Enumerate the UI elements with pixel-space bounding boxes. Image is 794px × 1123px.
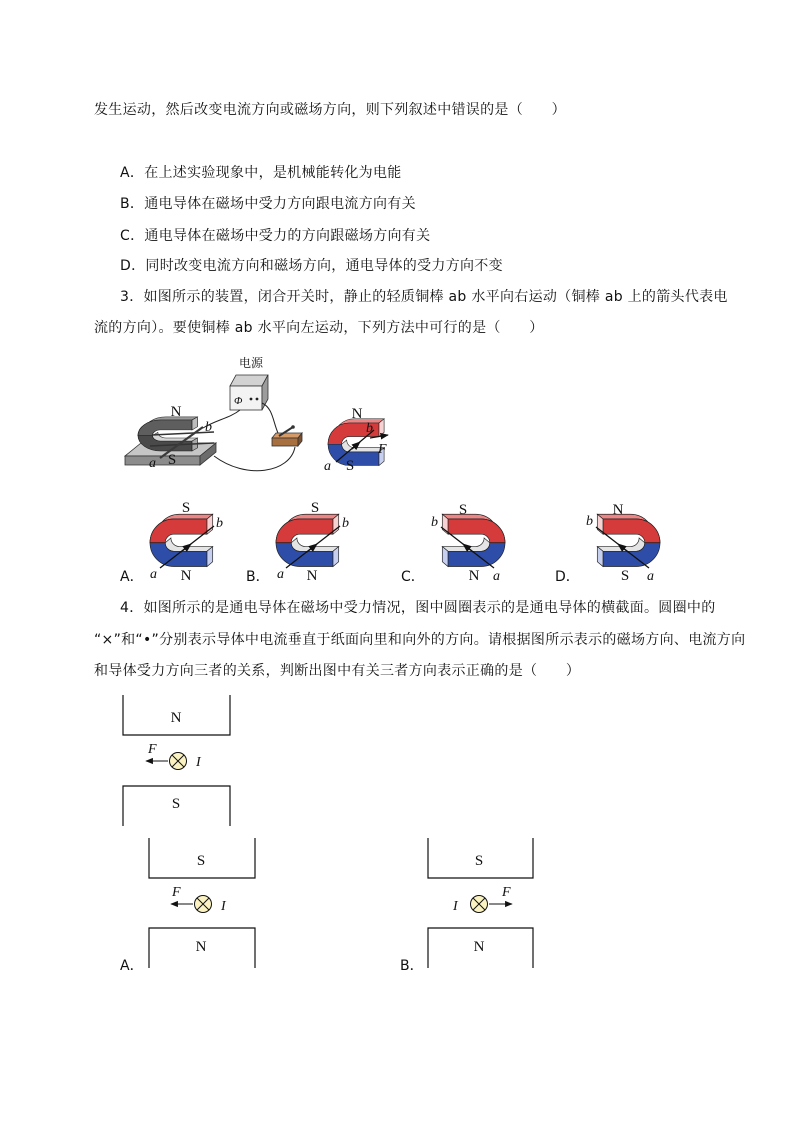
power-terminal-icon: [256, 398, 259, 401]
q4-option-b-current-label: I: [453, 899, 458, 914]
option-b-horseshoe-magnet: [276, 514, 339, 566]
option-a-end-b: b: [216, 516, 223, 531]
option-c-pole-bottom: N: [468, 568, 480, 584]
q2-option-d-label: D．: [120, 258, 146, 274]
reference-end-a: a: [324, 459, 331, 474]
q3-option-b-figure[interactable]: [276, 500, 349, 584]
q4-force-label: F: [148, 742, 157, 757]
current-into-page-icon: [170, 753, 187, 770]
q2-option-b-label: B．: [120, 196, 145, 212]
q4-option-b-force-label: F: [502, 885, 511, 900]
q3-stem-line-1: 3．如图所示的装置，闭合开关时，静止的轻质铜棒 ab 水平向右运动（铜棒 ab 上的箭头代表电: [120, 289, 728, 305]
option-d-end-a: a: [647, 569, 654, 584]
q3-option-a-figure[interactable]: [150, 500, 223, 584]
q3-option-c-figure[interactable]: [431, 502, 505, 584]
q4-stem-line-2: “×”和“•”分别表示导体中电流垂直于纸面向里和向外的方向。请根据图所示表示的磁场方向、电流方向: [94, 632, 746, 648]
q2-option-d-text: 同时改变电流方向和磁场方向，通电导体的受力方向不变: [145, 258, 503, 274]
option-a-pole-bottom: N: [180, 568, 192, 584]
q4-option-b-label[interactable]: B．: [400, 958, 424, 974]
reference-horseshoe-magnet: [328, 419, 384, 466]
q4-figure: [123, 695, 230, 826]
option-b-pole-bottom: N: [306, 568, 318, 584]
q3-reference-figure: [324, 406, 388, 474]
apparatus-end-b: b: [205, 420, 212, 435]
q4-option-b-bottom-pole: N: [473, 939, 485, 955]
option-c-pole-top: S: [458, 502, 468, 518]
current-into-page-icon: [471, 896, 488, 913]
q4-option-a-figure[interactable]: [149, 838, 255, 968]
option-c-horseshoe-magnet: [442, 514, 505, 566]
q3-option-b-label[interactable]: B．: [246, 569, 270, 585]
current-into-page-icon: [195, 896, 212, 913]
option-a-end-a: a: [150, 567, 157, 582]
reference-force-label: F: [378, 442, 387, 457]
power-dial-icon: Φ: [234, 395, 243, 407]
option-d-end-b: b: [586, 514, 593, 529]
power-terminal-icon: [250, 398, 253, 401]
option-c-end-b: b: [431, 515, 438, 530]
apparatus-pole-top: N: [170, 404, 182, 420]
reference-pole-bottom: S: [345, 458, 355, 474]
q4-bottom-pole: S: [171, 796, 181, 812]
wire: [214, 447, 295, 471]
q4-option-b-top-pole: S: [474, 853, 484, 869]
q3-option-a-label[interactable]: A．: [120, 569, 144, 585]
q4-option-a-label[interactable]: A．: [120, 958, 144, 974]
q3-option-d-label[interactable]: D．: [555, 569, 580, 585]
q2-option-a-label: A．: [120, 165, 145, 181]
power-supply: [230, 355, 268, 410]
q2-option-b-text: 通电导体在磁场中受力方向跟电流方向有关: [144, 196, 416, 212]
option-d-pole-top: N: [612, 502, 624, 518]
q2-option-c-text: 通电导体在磁场中受力的方向跟磁场方向有关: [144, 228, 431, 244]
option-a-horseshoe-magnet: [150, 514, 213, 566]
q4-top-pole: N: [170, 710, 182, 726]
q4-current-label: I: [196, 755, 201, 770]
apparatus-pole-bottom: S: [167, 452, 177, 468]
reference-pole-top: N: [351, 406, 363, 422]
q3-stem-line-2: 流的方向）。要使铜棒 ab 水平向左运动，下列方法中可行的是（ ）: [94, 320, 544, 336]
reference-end-b: b: [366, 421, 373, 436]
q3-option-c-label[interactable]: C．: [401, 569, 425, 585]
q2-stem-continued: 发生运动，然后改变电流方向或磁场方向，则下列叙述中错误的是（ ）: [94, 102, 566, 118]
q4-stem-line-1: 4．如图所示的是通电导体在磁场中受力情况，图中圆圈表示的是通电导体的横截面。圆圈中的: [120, 600, 716, 616]
q3-apparatus-figure: [125, 355, 302, 471]
option-c-end-a: a: [493, 569, 500, 584]
q4-option-a-force-label: F: [172, 885, 181, 900]
option-b-pole-top: S: [310, 500, 320, 516]
q4-option-b-figure[interactable]: [428, 838, 533, 968]
option-b-end-a: a: [277, 567, 284, 582]
q4-option-a-current-label: I: [221, 899, 226, 914]
q4-option-a-bottom-pole: N: [195, 939, 207, 955]
option-a-pole-top: S: [181, 500, 191, 516]
option-d-horseshoe-magnet: [597, 514, 660, 566]
option-b-end-b: b: [342, 516, 349, 531]
power-supply-label: 电源: [238, 356, 264, 370]
q4-stem-line-3: 和导体受力方向三者的关系，判断出图中有关三者方向表示正确的是（ ）: [94, 663, 581, 679]
q3-option-d-figure[interactable]: [586, 502, 660, 584]
wire: [262, 403, 278, 433]
q4-option-a-top-pole: S: [196, 853, 206, 869]
q2-option-c-label: C．: [120, 228, 145, 244]
option-d-pole-bottom: S: [620, 568, 630, 584]
apparatus-end-a: a: [149, 456, 156, 471]
q2-option-a-text: 在上述实验现象中，是机械能转化为电能: [144, 165, 402, 181]
